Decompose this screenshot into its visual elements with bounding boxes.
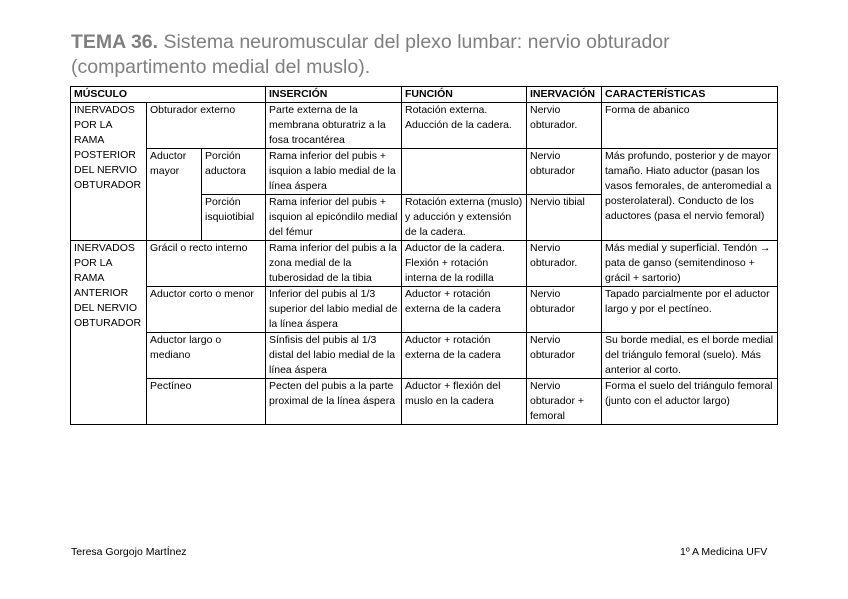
cell-inervacion: Nervio obturador. [527, 103, 602, 149]
title-text: Sistema neuromuscular del plexo lumbar: nervio obturador (compartimento medial del muslo). [71, 31, 670, 78]
table-row-gracil [71, 241, 778, 287]
cell-insercion: Rama inferior del pubis + isquion al epicóndilo medial del fémur [266, 195, 402, 241]
cell-porcion: Porción aductora [202, 149, 266, 195]
group-anterior: INERVADOS POR LA RAMA ANTERIOR DEL NERVIO OBTURADOR [71, 241, 147, 425]
header-insercion: INSERCIÓN [266, 87, 402, 103]
header-funcion: FUNCIÓN [402, 87, 527, 103]
cell-insercion: Inferior del pubis al 1/3 superior del labio medial de la línea áspera [266, 287, 402, 333]
footer-author: Teresa Gorgojo MartÍnez [71, 546, 187, 558]
group-posterior: INERVADOS POR LA RAMA POSTERIOR DEL NERVIO OBTURADOR [71, 103, 147, 241]
cell-caracteristicas: Tapado parcialmente por el aductor largo y por el pectíneo. [602, 287, 778, 333]
cell-caracteristicas: Más medial y superficial. Tendón → pata de ganso (semitendinoso + grácil + sartorio) [602, 241, 778, 287]
cell-funcion: Aductor de la cadera. Flexión + rotación interna de la rodilla [402, 241, 527, 287]
footer-course: 1º A Medicina UFV [680, 546, 768, 558]
cell-funcion: Rotación externa. Aducción de la cadera. [402, 103, 527, 149]
page-title [71, 30, 791, 80]
cell-insercion: Pecten del pubis a la parte proximal de la línea áspera [266, 379, 402, 425]
cell-insercion: Sínfisis del pubis al 1/3 distal del labio medial de la línea áspera [266, 333, 402, 379]
cell-insercion: Rama inferior del pubis a la zona medial de la tuberosidad de la tibia [266, 241, 402, 287]
table-row-aductor-mayor-aductora [71, 149, 778, 195]
cell-inervacion: Nervio obturador [527, 287, 602, 333]
cell-musculo: Aductor mayor [147, 149, 202, 241]
header-caracteristicas: CARACTERÍSTICAS [602, 87, 778, 103]
cell-inervacion: Nervio obturador. [527, 241, 602, 287]
cell-inervacion: Nervio obturador + femoral [527, 379, 602, 425]
table-row-aductor-corto [71, 287, 778, 333]
cell-musculo: Aductor corto o menor [147, 287, 266, 333]
cell-musculo: Obturador externo [147, 103, 266, 149]
cell-funcion [402, 149, 527, 195]
table-row-obturador-externo [71, 103, 778, 149]
muscle-table [70, 86, 778, 425]
table-row-pectineo [71, 379, 778, 425]
cell-inervacion: Nervio obturador [527, 149, 602, 195]
cell-caracteristicas: Su borde medial, es el borde medial del triángulo femoral (suelo). Más anterior al corto. [602, 333, 778, 379]
cell-caracteristicas: Forma de abanico [602, 103, 778, 149]
title-number: TEMA 36. [71, 31, 159, 53]
header-inervacion: INERVACIÓN [527, 87, 602, 103]
cell-musculo: Grácil o recto interno [147, 241, 266, 287]
header-musculo: MÚSCULO [71, 87, 266, 103]
cell-porcion: Porción isquiotibial [202, 195, 266, 241]
cell-funcion: Rotación externa (muslo) y aducción y extensión de la cadera. [402, 195, 527, 241]
cell-musculo: Pectíneo [147, 379, 266, 425]
cell-inervacion: Nervio tibial [527, 195, 602, 241]
cell-funcion: Aductor + flexión del muslo en la cadera [402, 379, 527, 425]
cell-inervacion: Nervio obturador [527, 333, 602, 379]
cell-musculo: Aductor largo o mediano [147, 333, 266, 379]
table-row-aductor-largo [71, 333, 778, 379]
cell-insercion: Parte externa de la membrana obturatriz a la fosa trocantérea [266, 103, 402, 149]
cell-caracteristicas: Más profundo, posterior y de mayor tamaño. Hiato aductor (pasan los vasos femorales, de anteromedial a posterolateral). Conducto de los aductores (pasa el nervio femoral) [602, 149, 778, 241]
cell-funcion: Aductor + rotación externa de la cadera [402, 333, 527, 379]
table-header-row [71, 87, 778, 103]
cell-caracteristicas: Forma el suelo del triángulo femoral (junto con el aductor largo) [602, 379, 778, 425]
cell-funcion: Aductor + rotación externa de la cadera [402, 287, 527, 333]
cell-insercion: Rama inferior del pubis + isquion a labio medial de la línea áspera [266, 149, 402, 195]
